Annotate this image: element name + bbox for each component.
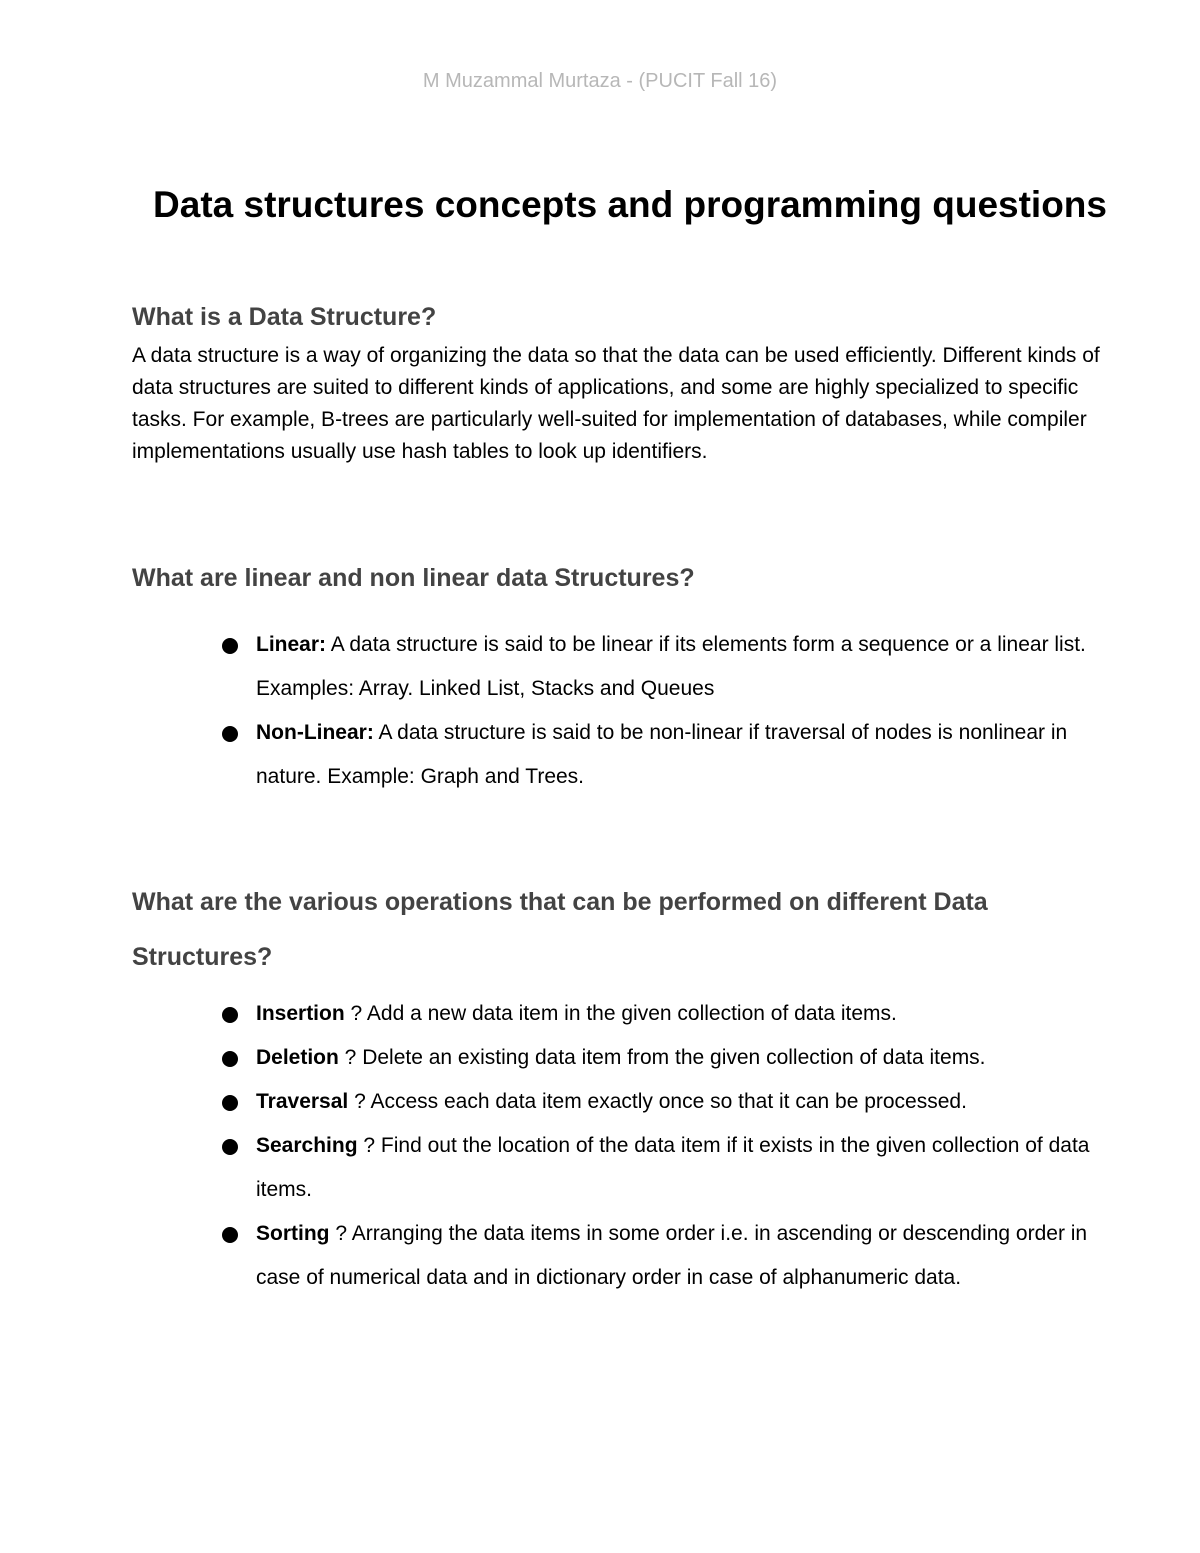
list-item: [220, 1080, 1120, 1124]
list-item-text: A data structure is said to be linear if its elements form a sequence or a linear list. Examples: Array. Linked List, Stacks and Queues: [256, 633, 1086, 700]
list-item: [220, 623, 1120, 711]
list-item-text: ? Find out the location of the data item if it exists in the given collection of data items.: [256, 1134, 1090, 1201]
list-item-text: ? Access each data item exactly once so that it can be processed.: [348, 1090, 967, 1113]
document-title: Data structures concepts and programming questions: [153, 184, 1107, 225]
list-item-term: Traversal: [256, 1090, 349, 1113]
section-heading-linear-nonlinear: What are linear and non linear data Structures?: [132, 564, 695, 592]
list-item: [220, 1124, 1120, 1212]
list-item: [220, 992, 1120, 1036]
bullet-icon: [222, 1007, 238, 1023]
bullet-icon: [222, 1051, 238, 1067]
list-item-term: Deletion: [256, 1046, 339, 1069]
bullet-icon: [222, 726, 238, 742]
list-item-text: ? Add a new data item in the given collection of data items.: [344, 1002, 897, 1025]
list-item-text: ? Delete an existing data item from the given collection of data items.: [338, 1046, 986, 1069]
list-item: [220, 1036, 1120, 1080]
list-item-text: A data structure is said to be non-linear if traversal of nodes is nonlinear in nature. Example: Graph and Trees.: [256, 721, 1068, 788]
list-item-term: Searching: [256, 1134, 358, 1157]
section-heading-operations: What are the various operations that can be performed on different Data Structures?: [132, 888, 988, 971]
bullet-icon: [222, 1095, 238, 1111]
list-item: [220, 1212, 1120, 1300]
list-item-text: ? Arranging the data items in some order i.e. in ascending or descending order in case of numerical data and in dictionary order in case of alphanumeric data.: [256, 1222, 1088, 1289]
list-item-term: Linear:: [256, 633, 327, 656]
linear-nonlinear-list: [220, 623, 1120, 799]
page-header: M Muzammal Murtaza - (PUCIT Fall 16): [422, 70, 778, 92]
bullet-icon: [222, 1139, 238, 1155]
bullet-icon: [222, 638, 238, 654]
list-item-term: Non-Linear:: [256, 721, 374, 744]
list-item-term: Insertion: [256, 1002, 345, 1025]
list-item-term: Sorting: [256, 1222, 330, 1245]
operations-list: [220, 992, 1120, 1300]
section-heading-data-structure: What is a Data Structure?: [132, 303, 437, 331]
list-item: [220, 711, 1120, 799]
bullet-icon: [222, 1227, 238, 1243]
section-paragraph-data-structure: A data structure is a way of organizing the data so that the data can be used efficiently. Different kinds of data structures are suited to different kinds of applications, and some are highly specialized to specific tasks. For example, B-trees are particularly well-suited for implementation of databases, while compiler implementations usually use hash tables to look up identifiers.: [132, 344, 1100, 463]
